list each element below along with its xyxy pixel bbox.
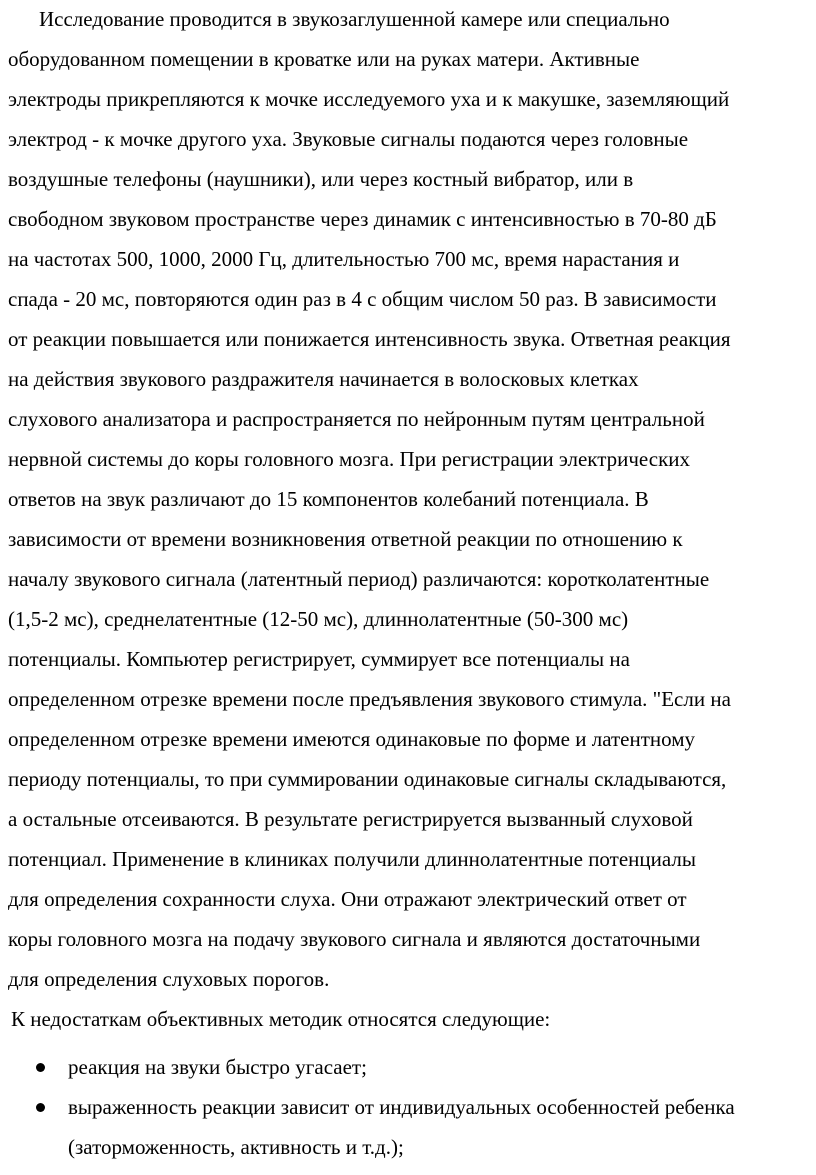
paragraph-line: определенном отрезке времени после предъявления звукового стимула. "Если на (8, 687, 731, 711)
paragraph-line: началу звукового сигнала (латентный период) различаются: коротколатентные (8, 567, 710, 591)
paragraph-line: потенциалы. Компьютер регистрирует, суммирует все потенциалы на (8, 647, 630, 671)
paragraph-line: Исследование проводится в звукозаглушенной камере или специально (39, 7, 670, 31)
paragraph-line: воздушные телефоны (наушники), или через костный вибратор, или в (8, 167, 634, 191)
paragraph-line: электрод - к мочке другого уха. Звуковые сигналы подаются через головные (8, 127, 689, 151)
paragraph-line: для определения сохранности слуха. Они отражают электрический ответ от (8, 887, 687, 911)
paragraph-line: ответов на звук различают до 15 компонентов колебаний потенциала. В (8, 487, 649, 511)
paragraph-line: зависимости от времени возникновения ответной реакции по отношению к (8, 527, 683, 551)
paragraph-line: от реакции повышается или понижается интенсивность звука. Ответная реакция (8, 327, 731, 351)
paragraph-line: а остальные отсеиваются. В результате регистрируется вызванный слуховой (8, 807, 693, 831)
paragraph-line: периоду потенциалы, то при суммировании одинаковые сигналы складываются, (8, 767, 727, 791)
paragraph-line: (1,5-2 мс), среднелатентные (12-50 мс), длиннолатентные (50-300 мс) (8, 607, 629, 631)
paragraph-line: потенциал. Применение в клиниках получили длиннолатентные потенциалы (8, 847, 696, 871)
bullet-icon (36, 1103, 45, 1112)
paragraph-line: оборудованном помещении в кроватке или на руках матери. Активные (8, 47, 640, 71)
bullet-icon (36, 1063, 45, 1072)
list-item-text-continuation: (заторможенность, активность и т.д.); (68, 1135, 404, 1159)
list-item-text: реакция на звуки быстро угасает; (68, 1055, 367, 1079)
paragraph-line: электроды прикрепляются к мочке исследуемого уха и к макушке, заземляющий (8, 87, 730, 111)
paragraph-line: коры головного мозга на подачу звукового сигнала и являются достаточными (8, 927, 701, 951)
paragraph-line: слухового анализатора и распространяется по нейронным путям центральной (8, 407, 705, 431)
paragraph-line: свободном звуковом пространстве через динамик с интенсивностью в 70-80 дБ (8, 207, 717, 231)
paragraph-line: спада - 20 мс, повторяются один раз в 4 с общим числом 50 раз. В зависимости (8, 287, 717, 311)
paragraph-line: на действия звукового раздражителя начинается в волосковых клетках (8, 367, 639, 391)
paragraph-line: на частотах 500, 1000, 2000 Гц, длительностью 700 мс, время нарастания и (8, 247, 680, 271)
list-item-text: выраженность реакции зависит от индивидуальных особенностей ребенка (68, 1095, 735, 1119)
paragraph-line: для определения слуховых порогов. (8, 967, 330, 991)
list-heading: К недостаткам объективных методик относятся следующие: (11, 1007, 551, 1031)
paragraph-line: определенном отрезке времени имеются одинаковые по форме и латентному (8, 727, 696, 751)
paragraph-line: нервной системы до коры головного мозга. При регистрации электрических (8, 447, 691, 471)
